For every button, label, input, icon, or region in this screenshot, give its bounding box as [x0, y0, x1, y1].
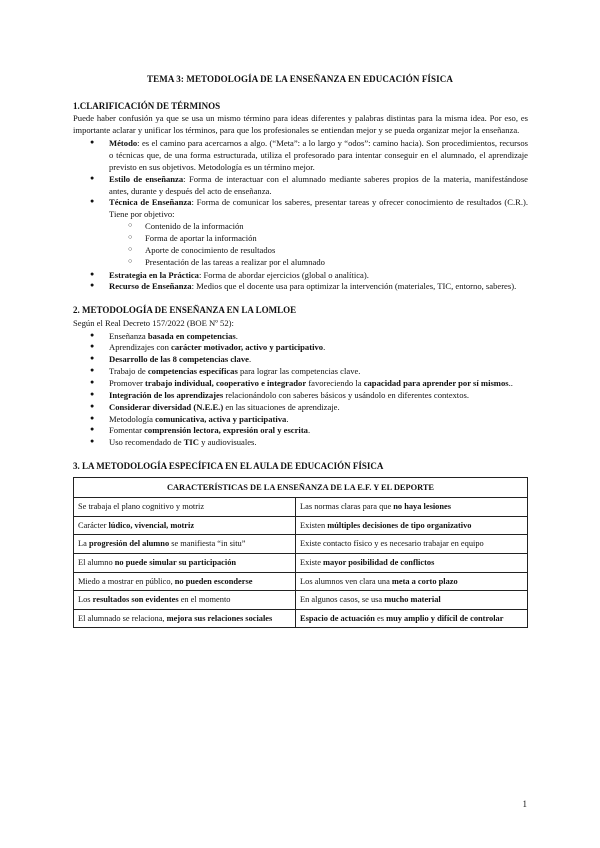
table-cell: La progresión del alumno se manifiesta “in situ”: [74, 535, 296, 554]
section-metodologia-especifica: [73, 460, 528, 628]
list-item: ● Fomentar comprensión lectora, expresión oral y escrita.: [73, 425, 528, 437]
list-item: ● Integración de los aprendizajes relacionándolo con saberes básicos y usándolo en diferentes contextos.: [73, 390, 528, 402]
table-header-row: [74, 477, 528, 498]
table-row: [74, 516, 528, 535]
list-item: ● Uso recomendado de TIC y audiovisuales.: [73, 437, 528, 449]
table-row: [74, 609, 528, 628]
table-cell: Las normas claras para que no haya lesiones: [296, 498, 528, 517]
list-item: ● Considerar diversidad (N.E.E.) en las situaciones de aprendizaje.: [73, 402, 528, 414]
term-definition: : Forma de interactuar con el alumnado mediante saberes propios de la materia, manifestándose antes, durante y después del acto de enseñanza.: [109, 173, 528, 196]
terms-list-continued: [73, 270, 528, 294]
lomloe-list: [73, 331, 528, 450]
table-cell: Miedo a mostrar en público, no pueden esconderse: [74, 572, 296, 591]
table-cell: Los alumnos ven clara una meta a corto plazo: [296, 572, 528, 591]
document-body: [73, 100, 528, 628]
characteristics-table: [73, 477, 528, 629]
list-item: [73, 197, 528, 221]
list-item: [73, 281, 528, 293]
table-cell: En algunos casos, se usa mucho material: [296, 591, 528, 610]
table-cell: Espacio de actuación es muy amplio y difícil de controlar: [296, 609, 528, 628]
terms-list: [73, 138, 528, 221]
sub-list-item: ○ Forma de aportar la información: [73, 233, 528, 245]
table-row: [74, 572, 528, 591]
term-label: Recurso de Enseñanza: [109, 281, 192, 292]
table-cell: El alumnado se relaciona, mejora sus relaciones sociales: [74, 609, 296, 628]
list-item: ● Desarrollo de las 8 competencias clave.: [73, 354, 528, 366]
term-label: Técnica de Enseñanza: [109, 197, 192, 208]
sub-list-item: ○ Aporte de conocimiento de resultados: [73, 245, 528, 257]
list-item: ● Aprendizajes con carácter motivador, activo y participativo.: [73, 342, 528, 354]
table-cell: Se trabaja el plano cognitivo y motriz: [74, 498, 296, 517]
table-header: CARACTERÍSTICAS DE LA ENSEÑANZA DE LA E.F. Y EL DEPORTE: [74, 477, 528, 498]
list-item: ● Trabajo de competencias específicas para lograr las competencias clave.: [73, 366, 528, 378]
section2-intro: Según el Real Decreto 157/2022 (BOE Nº 52):: [73, 317, 234, 328]
table-row: [74, 535, 528, 554]
section-heading-lomloe: 2. METODOLOGÍA DE ENSEÑANZA EN LA LOMLOE: [73, 305, 297, 316]
term-label: Método: [109, 138, 138, 149]
list-item: ● Metodología comunicativa, activa y participativa.: [73, 414, 528, 426]
section-lomloe: [73, 304, 528, 449]
list-item: ● Enseñanza basada en competencias.: [73, 331, 528, 343]
tecnica-sublist: [73, 221, 528, 268]
list-item: ● Promover trabajo individual, cooperativo e integrador favoreciendo la capacidad para aprender por sí mismos..: [73, 378, 528, 390]
table-row: [74, 553, 528, 572]
term-label: Estrategia en la Práctica: [109, 269, 199, 280]
section-heading-clarificacion: 1.CLARIFICACIÓN DE TÉRMINOS: [73, 101, 221, 111]
list-item: [73, 270, 528, 282]
table-cell: Existen múltiples decisiones de tipo organizativo: [296, 516, 528, 535]
list-item: [73, 138, 528, 174]
section-heading-especifica: 3. LA METODOLOGÍA ESPECÍFICA EN EL AULA DE EDUCACIÓN FÍSICA: [73, 461, 384, 472]
table-cell: El alumno no puede simular su participación: [74, 553, 296, 572]
table-cell: Los resultados son evidentes en el momento: [74, 591, 296, 610]
term-definition: : Medios que el docente usa para optimizar la intervención (materiales, TIC, entorno, saberes).: [191, 281, 517, 292]
term-label: Estilo de enseñanza: [109, 173, 184, 184]
sub-list-item: ○ Contenido de la información: [73, 221, 528, 233]
table-cell: Existe mayor posibilidad de conflictos: [296, 553, 528, 572]
document-title: TEMA 3: METODOLOGÍA DE LA ENSEÑANZA EN EDUCACIÓN FÍSICA: [147, 74, 453, 84]
term-definition: : Forma de comunicar los saberes, presentar tareas y ofrecer conocimiento de resultados (C.R.). Tiene por objetivo:: [109, 197, 528, 220]
list-item: [73, 174, 528, 198]
table-cell: Carácter lúdico, vivencial, motriz: [74, 516, 296, 535]
table-row: [74, 591, 528, 610]
section1-intro: Puede haber confusión ya que se usa un mismo término para ideas diferentes y palabras distintas para la misma idea. Por eso, es importante aclarar y unificar los términos, para que los profesionales se entiendan mejor y se pueda organizar mejor la enseñanza.: [73, 113, 528, 136]
table-cell: Existe contacto físico y es necesario trabajar en equipo: [296, 535, 528, 554]
sub-list-item: ○ Presentación de las tareas a realizar por el alumnado: [73, 257, 528, 269]
term-definition: : Forma de abordar ejercicios (global o analítica).: [198, 269, 369, 280]
term-definition: : es el camino para acercarnos a algo. (“Meta”: a lo largo y “odos”: camino hacia). Son procedimientos, recursos o técnicas que, de una forma estructurada, utiliza el profesorado para intentar conseguir en el alumnado, el aprendizaje previsto en sus objetivos. Metodología es un término mejor.: [109, 138, 528, 172]
page-number: 1: [522, 799, 527, 809]
table-row: [74, 498, 528, 517]
